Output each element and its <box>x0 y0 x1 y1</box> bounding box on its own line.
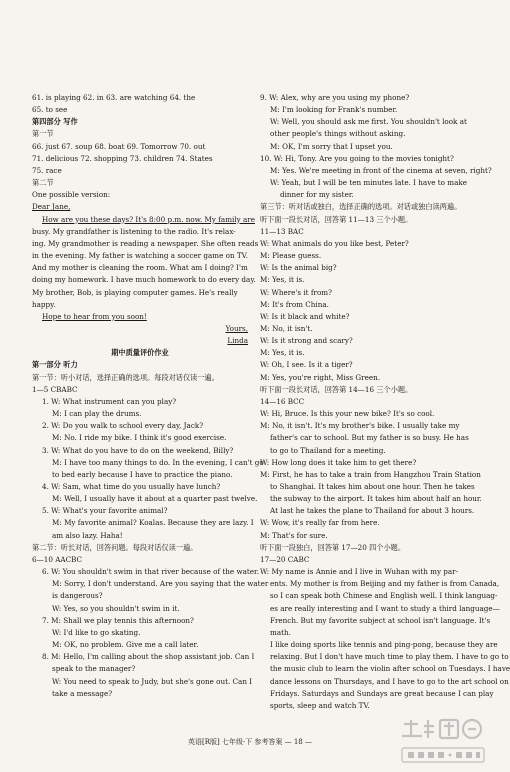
left-column-line: 4. W: Sam, what time do you usually have lunch? <box>42 482 221 491</box>
left-column-line: 75. race <box>32 165 62 175</box>
left-column-line: 3. W: What do you have to do on the weekend, Billy? <box>42 445 234 455</box>
left-column-line: ing. My grandmother is reading a newspaper. She often reads <box>32 238 259 248</box>
right-column-line: M: Yes. We're meeting in front of the cinema at seven, right? <box>270 165 492 175</box>
right-column-line: W: Hi, Bruce. Is this your new bike? It's so cool. <box>260 409 435 419</box>
page-footer: 英语[R版] 七年级·下 参考答案 — 18 — <box>188 738 312 746</box>
right-column-line: M: Yes, it is. <box>260 275 305 285</box>
right-column-line: 第三节：听对话或独白，选择正确的选项。对话或独白读两遍。 <box>260 202 462 212</box>
right-column <box>260 92 510 712</box>
left-column-line: How are you these days? It's 8:00 p.m. now. My family are <box>42 214 255 224</box>
right-column-line: es are really interesting and I want to study a third language— <box>270 603 500 613</box>
right-column-line: W: My name is Annie and I live in Wuhan with my par- <box>260 567 459 577</box>
right-column-line: dinner for my sister. <box>280 190 354 200</box>
left-column-line: take a message? <box>52 688 113 698</box>
left-column-line: 7. M: Shall we play tennis this afternoon? <box>42 615 194 625</box>
left-column-line: 65. to see <box>32 105 68 115</box>
right-column-line: relaxing. But I don't have much time to play them. I have to go to <box>270 652 509 662</box>
left-column-line: 2. W: Do you walk to school every day, Jack? <box>42 421 204 431</box>
right-column-line: to go to Thailand for a meeting. <box>270 445 386 455</box>
left-column-line: 71. delicious 72. shopping 73. children 74. States <box>32 153 213 163</box>
right-column-line: W: Is it strong and scary? <box>260 336 353 346</box>
left-column-line: 第一节 <box>32 129 54 139</box>
right-column-line: sports, sleep and watch TV. <box>270 700 370 710</box>
right-column-line: Fridays. Saturdays and Sundays are great because I can play <box>270 688 494 698</box>
left-column-line: happy. <box>32 299 56 309</box>
right-column-line: M: Yes, you're right, Miss Green. <box>260 372 381 382</box>
left-column-line: 第二节：听长对话，回答问题。每段对话仅读一遍。 <box>32 542 198 552</box>
right-column-line: 9. W: Alex, why are you using my phone? <box>260 93 410 102</box>
left-column-line: am also lazy. Haha! <box>52 530 123 540</box>
right-column-line: M: That's for sure. <box>260 530 328 540</box>
left-column-line: 第一部分 听力 <box>32 360 78 370</box>
left-column-line: W: You need to speak to Judy, but she's gone out. Can I <box>52 676 253 686</box>
right-column-line: W: Wow, it's really far from here. <box>260 518 380 528</box>
left-column-line: M: Sorry, I don't understand. Are you saying that the water <box>52 579 269 589</box>
right-column-line: 10. W: Hi, Tony. Are you going to the movies tonight? <box>260 153 454 163</box>
right-column-line: the music club to learn the violin after school on Tuesdays. I have <box>270 664 510 674</box>
right-column-line: father's car to school. But my father is so busy. He has <box>270 433 469 443</box>
left-column-line: speak to the manager? <box>52 664 136 674</box>
right-column-line: W: What animals do you like best, Peter? <box>260 238 409 248</box>
right-column-line: At last he takes the plane to Thailand for about 3 hours. <box>270 506 475 516</box>
left-column-line: W: Yes, so you shouldn't swim in it. <box>52 603 180 613</box>
right-column-line: dance lessons on Thursdays, and I have to go to the art school on <box>270 676 509 686</box>
right-column-line: ents. My mother is from Beijing and my father is from Canada, <box>270 579 500 589</box>
left-column-line: 期中质量评价作业 <box>111 348 169 358</box>
right-column-line: W: Yeah, but I will be ten minutes late. I have to make <box>270 178 468 188</box>
right-column-line: M: OK, I'm sorry that I upset you. <box>270 141 393 151</box>
left-column-line: M: My favorite animal? Koalas. Because they are lazy. I <box>52 518 254 528</box>
right-column-line: W: Where's it from? <box>260 287 332 297</box>
left-column-line: 第一节：听小对话，选择正确的选项。每段对话仅读一遍。 <box>32 372 219 382</box>
right-column-line: 17—20 CABC <box>260 554 310 564</box>
left-column-line: to bed early because I have to practice the piano. <box>52 469 233 479</box>
left-column-line: 第二节 <box>32 178 54 188</box>
left-column-line: 6. W: You shouldn't swim in that river because of the water. <box>42 567 259 577</box>
right-column-line: M: Please guess. <box>260 251 322 261</box>
right-column-line: 14—16 BCC <box>260 396 305 406</box>
right-column-line: M: First, he has to take a train from Hangzhou Train Station <box>260 469 481 479</box>
right-column-line: I like doing sports like tennis and ping-pong, because they are <box>270 640 498 650</box>
left-column-line: is dangerous? <box>52 591 103 601</box>
left-column-line: 6—10 AACBC <box>32 554 82 564</box>
left-column-line: in the evening. My father is watching a soccer game on TV. <box>32 251 248 261</box>
left-column-line: 66. just 67. soup 68. boat 69. Tomorrow 70. out <box>32 141 206 151</box>
right-column-line: W: Oh, I see. Is it a tiger? <box>260 360 353 370</box>
left-column <box>32 92 269 700</box>
left-column-line: Linda <box>227 336 248 346</box>
right-column-line: M: Yes, it is. <box>260 348 305 358</box>
left-column-line: And my mother is cleaning the room. What am I doing? I'm <box>32 263 248 273</box>
left-column-line: M: Well, I usually have it about at a quarter past twelve. <box>52 494 258 504</box>
right-column-line: French. But my favorite subject at school isn't language. It's <box>270 615 491 625</box>
right-column-line: 11—13 BAC <box>260 226 304 236</box>
right-column-line: so I can speak both Chinese and English well. I think languag- <box>270 591 498 601</box>
right-column-line: 听下面一段独白，回答第 17—20 四个小题。 <box>260 542 406 552</box>
left-column-line: Yours, <box>225 323 248 333</box>
left-column-line: 8. M: Hello, I'm calling about the shop assistant job. Can I <box>42 652 255 662</box>
right-column-line: 听下面一段长对话，回答第 11—13 三个小题。 <box>260 214 413 224</box>
left-column-line: 5. W: What's your favorite animal? <box>42 506 168 516</box>
left-column-line: M: I have too many things to do. In the evening, I can't go <box>52 457 264 467</box>
left-column-line: 第四部分 写作 <box>32 117 78 127</box>
left-column-line: Dear Jane, <box>32 202 71 212</box>
left-column-line: 1—5 CBABC <box>32 384 78 394</box>
left-column-line: M: OK, no problem. Give me a call later. <box>52 640 199 650</box>
right-column-line: 听下面一段长对话，回答第 14—16 三个小题。 <box>260 384 413 394</box>
right-column-line: to Shanghai. It takes him about one hour. Then he takes <box>270 482 475 491</box>
left-column-line: doing my homework. I have much homework to do every day. <box>32 275 256 285</box>
right-column-line: W: Is it black and white? <box>260 311 350 321</box>
left-column-line: W: I'd like to go skating. <box>52 627 141 637</box>
right-column-line: math. <box>270 627 291 637</box>
left-column-line: 1. W: What instrument can you play? <box>42 396 177 406</box>
right-column-line: M: It's from China. <box>260 299 329 309</box>
left-column-line: M: I can play the drums. <box>52 409 142 419</box>
left-column-line: One possible version: <box>32 190 111 200</box>
right-column-line: other people's things without asking. <box>270 129 406 139</box>
right-column-line: W: Is the animal big? <box>260 263 337 273</box>
right-column-line: M: I'm looking for Frank's number. <box>270 105 398 115</box>
right-column-line: M: No, it isn't. <box>260 323 313 333</box>
right-column-line: W: Well, you should ask me first. You shouldn't look at <box>270 117 467 127</box>
right-column-line: the subway to the airport. It takes him about half an hour. <box>270 494 482 504</box>
left-column-line: busy. My grandfather is listening to the radio. It's relax- <box>32 226 236 236</box>
left-column-line: 61. is playing 62. in 63. are watching 64. the <box>32 93 196 102</box>
right-column-line: W: How long does it take him to get there? <box>260 457 417 467</box>
watermark-logo <box>398 716 490 768</box>
right-column-line: M: No, it isn't. It's my brother's bike. I usually take my <box>260 421 460 431</box>
left-column-line: Hope to hear from you soon! <box>42 311 147 321</box>
left-column-line: M: No. I ride my bike. I think it's good exercise. <box>52 433 227 443</box>
left-column-line: My brother, Bob, is playing computer games. He's really <box>32 287 238 297</box>
